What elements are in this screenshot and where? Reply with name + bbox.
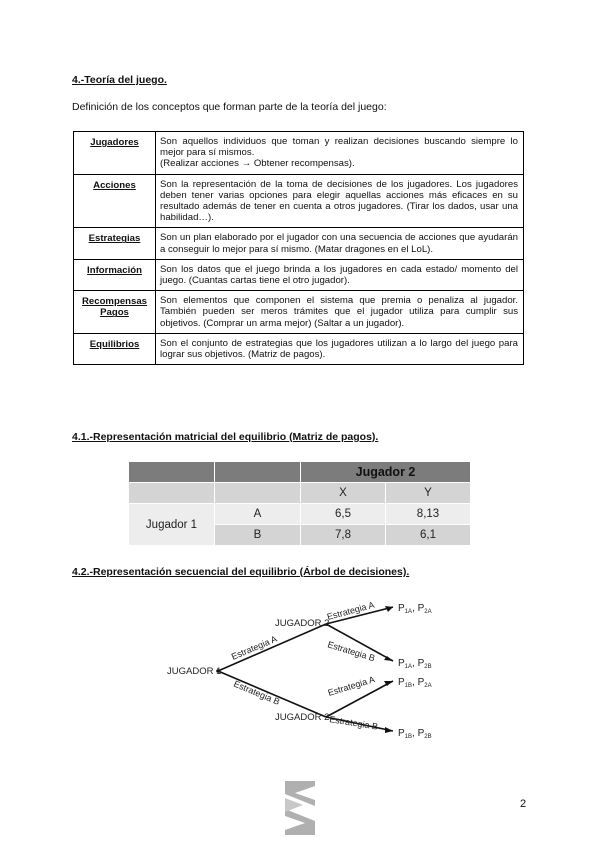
concept-definition-text: Son elementos que componen el sistema que premia o penaliza al jugador. También pueden ser meros trámites que el jugador utiliza para cumplir sus objetivos. (Comprar un arma mejor) (Saltar a un jugador).: [160, 295, 518, 329]
concept-term-line: Acciones: [93, 179, 136, 191]
concept-definition-text: Son el conjunto de estrategias que los jugadores utilizan a lo largo del juego para lograr sus objetivos. (Matriz de pagos).: [160, 337, 518, 361]
concept-definition: [156, 259, 524, 290]
matrix-row-strategy: A: [215, 504, 301, 525]
decision-tree: [0, 590, 600, 750]
concept-term: [74, 333, 156, 364]
matrix-empty-cell: [215, 483, 301, 504]
matrix-row: [129, 504, 471, 525]
concept-definition-text: (Realizar acciones → Obtener recompensas).: [160, 158, 355, 170]
section-4-heading: 4.-Teoría del juego.: [72, 74, 167, 86]
concept-row: [74, 291, 524, 334]
leaf-payoff: $P_{1B}$, $P_{2B}$: [398, 728, 432, 740]
matrix-col-player: Jugador 2: [301, 462, 471, 483]
concepts-table: [73, 131, 524, 365]
tree-node-bottom-label: JUGADOR 2: [275, 712, 330, 723]
concept-term-line: Pagos: [100, 307, 129, 319]
concept-definition-text: Son un plan elaborado por el jugador con una secuencia de acciones que ayudarán a conseguir lo mejor para sí mismo. (Matar dragones en el LoL).: [160, 232, 518, 255]
concept-row: [74, 174, 524, 228]
section-4-1-heading: 4.1.-Representación matricial del equilibrio (Matriz de pagos).: [72, 431, 379, 443]
edge-root-top: [218, 624, 326, 671]
matrix-row-strategy: B: [215, 525, 301, 546]
concept-row: [74, 228, 524, 259]
section-4-intro: Definición de los conceptos que forman parte de la teoría del juego:: [72, 101, 387, 113]
tree-node-top-label: JUGADOR 2: [275, 618, 330, 629]
matrix-row-player: Jugador 1: [129, 504, 215, 546]
section-4-2-heading: 4.2.-Representación secuencial del equilibrio (Árbol de decisiones).: [72, 566, 410, 578]
matrix-col-strategy: Y: [386, 483, 471, 504]
matrix-payoff-cell: 6,5: [301, 504, 386, 525]
matrix-payoff-cell: 7,8: [301, 525, 386, 546]
concept-term-line: Información: [87, 264, 142, 276]
matrix-corner-cell: [215, 462, 301, 483]
concept-term: [74, 259, 156, 290]
payoff-matrix: [128, 461, 471, 546]
concept-definition-text: Son la representación de la toma de decisiones de los jugadores. Los jugadores deben tener varias opciones para elegir aquellas acciones más eficaces en su resultado además de tener en cuenta a otros jugadores. (Tirar los dados, usar una habilidad…).: [160, 178, 518, 224]
concept-definition: [156, 228, 524, 259]
tree-root-label: JUGADOR 1: [167, 666, 222, 677]
concept-term: [74, 228, 156, 259]
edge-label-top-a: Estrategia A: [325, 599, 376, 622]
matrix-header-row: [129, 462, 471, 483]
concept-definition-text: Son aquellos individuos que toman y realizan decisiones buscando siempre lo mejor para sí mismos.: [160, 136, 518, 159]
concept-term: [74, 132, 156, 175]
concept-definition: [156, 291, 524, 334]
matrix-empty-cell: [129, 483, 215, 504]
edge-label-strategy-a: Estrategia A: [229, 633, 279, 662]
concept-term: [74, 174, 156, 228]
matrix-strategy-row: [129, 483, 471, 504]
concept-row: [74, 259, 524, 290]
page-number: 2: [520, 798, 527, 810]
concept-term-line: Recompensas: [81, 296, 148, 308]
concept-definition-text: Son los datos que el juego brinda a los jugadores en cada estado/ momento del juego. (Cuantas cartas tiene el otro jugador).: [160, 263, 518, 287]
leaf-payoff: $P_{1B}$, $P_{2A}$: [398, 677, 432, 689]
edge-label-strategy-b: Estrategia B: [232, 678, 282, 707]
matrix-payoff-cell: 6,1: [386, 525, 471, 546]
concept-row: [74, 132, 524, 175]
concept-row: [74, 333, 524, 364]
concept-term: [74, 291, 156, 334]
matrix-col-strategy: X: [301, 483, 386, 504]
logo-icon: [283, 779, 317, 837]
edge-label-bottom-b: Estrategia B: [328, 714, 379, 732]
concept-term-line: Jugadores: [90, 137, 139, 148]
edge-label-top-b: Estrategia B: [326, 639, 377, 664]
matrix-corner-cell: [129, 462, 215, 483]
concept-definition: [156, 132, 524, 175]
edge-label-bottom-a: Estrategia A: [326, 674, 376, 698]
leaf-payoff: $P_{1A}$, $P_{2A}$: [398, 603, 432, 615]
matrix-payoff-cell: 8,13: [386, 504, 471, 525]
concept-term-line: Equilibrios: [89, 338, 140, 350]
leaf-payoff: $P_{1A}$, $P_{2B}$: [398, 658, 432, 670]
concept-term-line: Estrategias: [88, 233, 141, 245]
concept-definition: [156, 333, 524, 364]
concept-definition: [156, 174, 524, 228]
